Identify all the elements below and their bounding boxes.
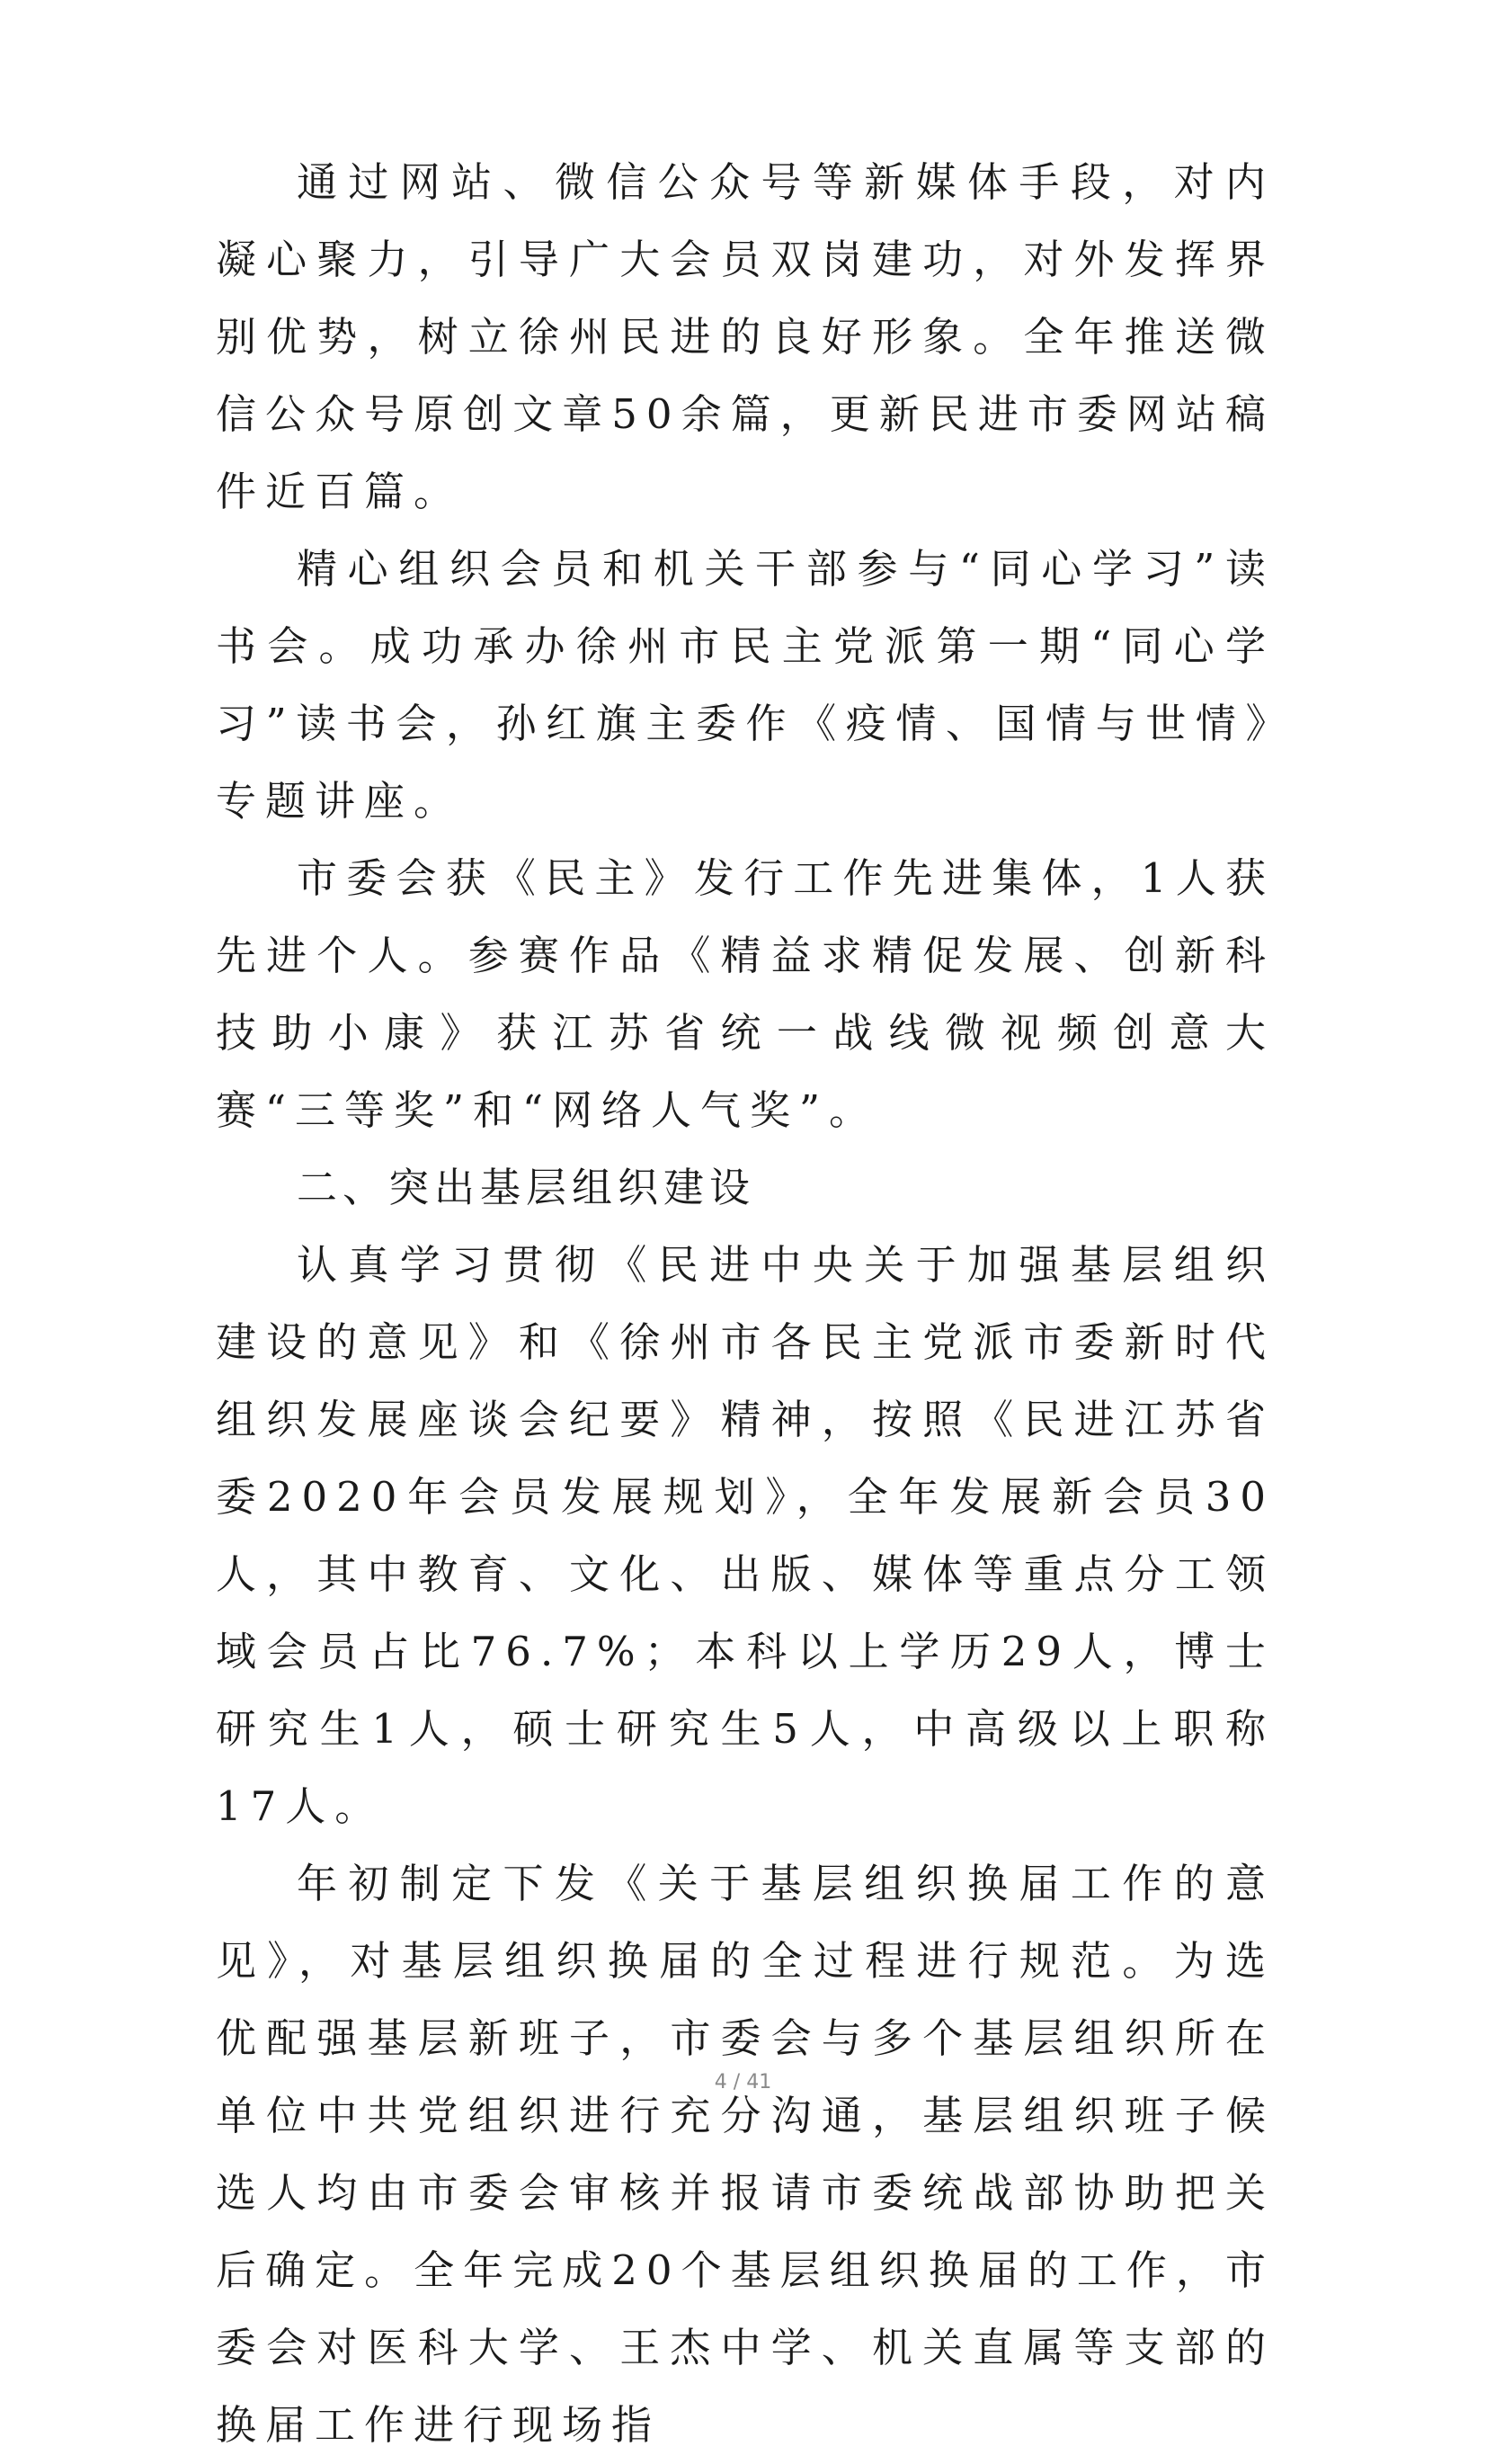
document-body	[216, 144, 1275, 2464]
paragraph-reelection: 年初制定下发《关于基层组织换届工作的意见》，对基层组织换届的全过程进行规范。为选优配强基层新班子，市委会与多个基层组织所在单位中共党组织进行充分沟通，基层组织班子候选人均由市委会审核并报请市委统战部协助把关后确定。全年完成20个基层组织换届的工作，市委会对医科大学、王杰中学、机关直属等支部的换届工作进行现场指	[216, 1860, 1275, 2449]
paragraph-reading-club: 精心组织会员和机关干部参与“同心学习”读书会。成功承办徐州市民主党派第一期“同心学习”读书会，孙红旗主委作《疫情、国情与世情》专题讲座。	[216, 545, 1275, 825]
paragraph-new-media: 通过网站、微信公众号等新媒体手段，对内凝心聚力，引导广大会员双岗建功，对外发挥界别优势，树立徐州民进的良好形象。全年推送微信公众号原创文章50余篇，更新民进市委网站稿件近百篇。	[216, 158, 1275, 515]
paragraph-awards: 市委会获《民主》发行工作先进集体，1人获先进个人。参赛作品《精益求精促发展、创新科技助小康》获江苏省统一战线微视频创意大赛“三等奖”和“网络人气奖”。	[216, 854, 1275, 1134]
section-heading: 二、突出基层组织建设	[297, 1164, 756, 1211]
page-number: 4 / 41	[714, 2071, 772, 2094]
paragraph-member-development: 认真学习贯彻《民进中央关于加强基层组织建设的意见》和《徐州市各民主党派市委新时代组织发展座谈会纪要》精神，按照《民进江苏省委2020年会员发展规划》，全年发展新会员30人，其中教育、文化、出版、媒体等重点分工领域会员占比76.7%；本科以上学历29人，博士研究生1人，硕士研究生5人，中高级以上职称17人。	[216, 1241, 1275, 1830]
